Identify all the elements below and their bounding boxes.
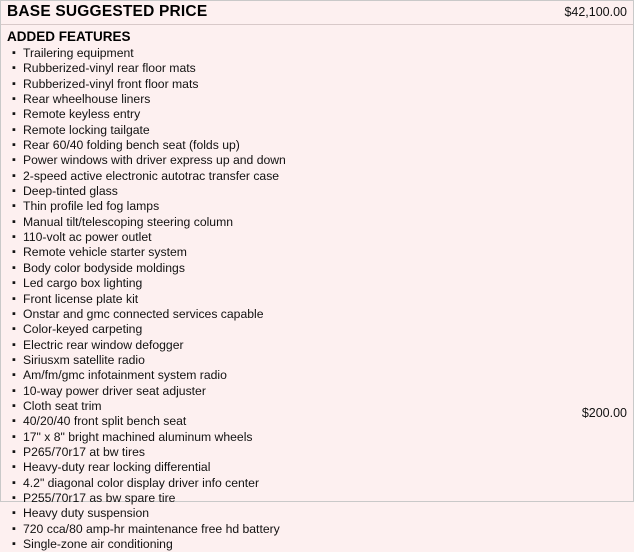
list-item-label: 2-speed active electronic autotrac transfer case bbox=[23, 168, 280, 183]
bullet-icon: ▪ bbox=[12, 200, 16, 213]
bullet-icon: ▪ bbox=[12, 338, 16, 351]
base-price-label: BASE SUGGESTED PRICE bbox=[7, 3, 208, 20]
list-item-label: Front license plate kit bbox=[23, 291, 139, 306]
bullet-icon: ▪ bbox=[12, 123, 16, 136]
base-price-row bbox=[1, 1, 633, 21]
list-item-label: 10-way power driver seat adjuster bbox=[23, 383, 206, 398]
bullet-icon: ▪ bbox=[12, 261, 16, 274]
list-item bbox=[7, 169, 627, 184]
list-item-label: Power windows with driver express up and down bbox=[23, 153, 286, 168]
list-item bbox=[7, 153, 627, 168]
list-item-label: Rear 60/40 folding bench seat (folds up) bbox=[23, 138, 240, 153]
bullet-icon: ▪ bbox=[12, 108, 16, 121]
bullet-icon: ▪ bbox=[12, 307, 16, 320]
list-item-label: 17" x 8" bright machined aluminum wheels bbox=[23, 429, 253, 444]
list-item bbox=[7, 107, 627, 122]
list-item bbox=[7, 261, 627, 276]
list-item-label: Heavy-duty rear locking differential bbox=[23, 460, 211, 475]
list-item-label: 110-volt ac power outlet bbox=[23, 230, 152, 245]
bullet-icon: ▪ bbox=[12, 461, 16, 474]
added-features-list bbox=[1, 46, 633, 552]
list-item bbox=[7, 399, 627, 414]
list-item bbox=[7, 184, 627, 199]
list-item bbox=[7, 537, 627, 552]
bullet-icon: ▪ bbox=[12, 77, 16, 90]
list-item bbox=[7, 476, 627, 491]
list-item-label: Electric rear window defogger bbox=[23, 337, 184, 352]
list-item bbox=[7, 445, 627, 460]
bullet-icon: ▪ bbox=[12, 415, 16, 428]
bullet-icon: ▪ bbox=[12, 277, 16, 290]
list-item bbox=[7, 215, 627, 230]
list-item bbox=[7, 353, 627, 368]
list-item-label: Rubberized-vinyl front floor mats bbox=[23, 76, 199, 91]
bullet-icon: ▪ bbox=[12, 399, 16, 412]
list-item-label: Onstar and gmc connected services capable bbox=[23, 306, 264, 321]
bullet-icon: ▪ bbox=[12, 522, 16, 535]
list-item bbox=[7, 245, 627, 260]
list-item-label: Rear wheelhouse liners bbox=[23, 92, 151, 107]
list-item-label: Remote locking tailgate bbox=[23, 122, 150, 137]
bullet-icon: ▪ bbox=[12, 491, 16, 504]
list-item bbox=[7, 414, 627, 429]
added-features-price: $200.00 bbox=[581, 406, 627, 420]
list-item bbox=[7, 368, 627, 383]
list-item bbox=[7, 138, 627, 153]
list-item-label: P265/70r17 at bw tires bbox=[23, 444, 145, 459]
bullet-icon: ▪ bbox=[12, 93, 16, 106]
added-features-heading: ADDED FEATURES bbox=[7, 29, 131, 44]
bullet-icon: ▪ bbox=[12, 154, 16, 167]
list-item bbox=[7, 522, 627, 537]
list-item-label: Remote keyless entry bbox=[23, 107, 141, 122]
bullet-icon: ▪ bbox=[12, 384, 16, 397]
list-item-label: Single-zone air conditioning bbox=[23, 537, 173, 551]
bullet-icon: ▪ bbox=[12, 246, 16, 259]
bullet-icon: ▪ bbox=[12, 430, 16, 443]
bullet-icon: ▪ bbox=[12, 169, 16, 182]
list-item bbox=[7, 276, 627, 291]
list-item bbox=[7, 123, 627, 138]
bullet-icon: ▪ bbox=[12, 139, 16, 152]
list-item-label: P255/70r17 as bw spare tire bbox=[23, 490, 176, 505]
list-item bbox=[7, 46, 627, 61]
list-item bbox=[7, 460, 627, 475]
bullet-icon: ▪ bbox=[12, 445, 16, 458]
list-item bbox=[7, 338, 627, 353]
list-item-label: 4.2" diagonal color display driver info center bbox=[23, 475, 260, 490]
list-item-label: Led cargo box lighting bbox=[23, 276, 143, 291]
list-item-label: Rubberized-vinyl rear floor mats bbox=[23, 61, 196, 76]
bullet-icon: ▪ bbox=[12, 185, 16, 198]
list-item-label: Body color bodyside moldings bbox=[23, 260, 185, 275]
list-item-label: Remote vehicle starter system bbox=[23, 245, 187, 260]
bullet-icon: ▪ bbox=[12, 231, 16, 244]
list-item-label: Deep-tinted glass bbox=[23, 184, 118, 199]
bullet-icon: ▪ bbox=[12, 369, 16, 382]
list-item-label: Trailering equipment bbox=[23, 46, 134, 60]
list-item-label: Heavy duty suspension bbox=[23, 506, 150, 521]
list-item bbox=[7, 322, 627, 337]
list-item bbox=[7, 92, 627, 107]
list-item-label: 40/20/40 front split bench seat bbox=[23, 414, 187, 429]
list-item-label: Siriusxm satellite radio bbox=[23, 352, 145, 367]
bullet-icon: ▪ bbox=[12, 323, 16, 336]
bullet-icon: ▪ bbox=[12, 292, 16, 305]
list-item-label: Color-keyed carpeting bbox=[23, 322, 143, 337]
bullet-icon: ▪ bbox=[12, 62, 16, 75]
list-item bbox=[7, 230, 627, 245]
list-item bbox=[7, 384, 627, 399]
bullet-icon: ▪ bbox=[12, 538, 16, 550]
list-item-label: 720 cca/80 amp-hr maintenance free hd battery bbox=[23, 521, 280, 536]
bullet-icon: ▪ bbox=[12, 353, 16, 366]
bullet-icon: ▪ bbox=[12, 47, 16, 59]
list-item bbox=[7, 61, 627, 76]
list-item-label: Thin profile led fog lamps bbox=[23, 199, 160, 214]
list-item bbox=[7, 491, 627, 506]
list-item bbox=[7, 506, 627, 521]
bullet-icon: ▪ bbox=[12, 507, 16, 520]
base-price-value: $42,100.00 bbox=[564, 5, 627, 19]
list-item bbox=[7, 77, 627, 92]
list-item-label: Am/fm/gmc infotainment system radio bbox=[23, 368, 227, 383]
bullet-icon: ▪ bbox=[12, 476, 16, 489]
list-item bbox=[7, 199, 627, 214]
list-item-label: Manual tilt/telescoping steering column bbox=[23, 214, 234, 229]
list-item bbox=[7, 292, 627, 307]
list-item-label: Cloth seat trim bbox=[23, 398, 102, 413]
bullet-icon: ▪ bbox=[12, 215, 16, 228]
list-item bbox=[7, 430, 627, 445]
list-item bbox=[7, 307, 627, 322]
